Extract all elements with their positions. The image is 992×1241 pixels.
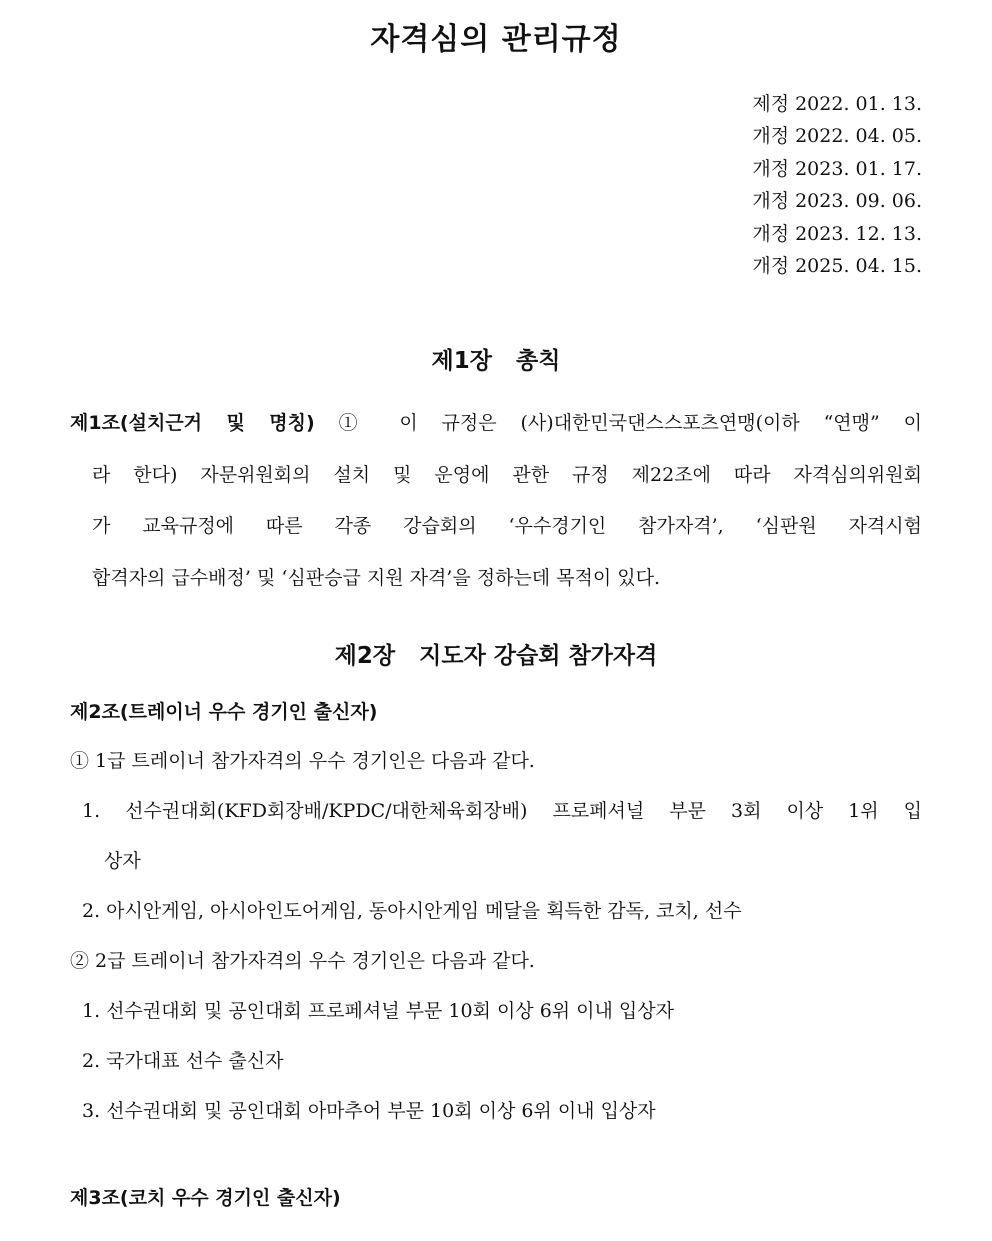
article-1-heading: 제1조(설치근거 및 명칭) <box>70 412 315 434</box>
list-item-continuation: 상자 <box>104 850 141 872</box>
revision-entry: 개정 2025. 04. 15. <box>752 255 922 278</box>
revision-entry: 제정 2022. 01. 13. <box>752 93 922 115</box>
list-item: 2. 국가대표 선수 출신자 <box>82 1050 284 1072</box>
revision-entry: 개정 2023. 12. 13. <box>752 222 922 245</box>
document-title: 자격심의 관리규정 <box>370 22 622 57</box>
article-2-heading: 제2조(트레이너 우수 경기인 출신자) <box>70 701 378 723</box>
article-1-text: ① 이 규정은 (사)대한민국댄스스포츠연맹(이하 “연맹” 이 <box>338 412 922 434</box>
article-3-heading: 제3조(코치 우수 경기인 출신자) <box>70 1187 341 1209</box>
revision-entry: 개정 2023. 09. 06. <box>752 190 922 213</box>
article-2-paragraph-2: ② 2급 트레이너 참가자격의 우수 경기인은 다음과 같다. <box>70 950 535 972</box>
list-item: 1. 선수권대회(KFD회장배/KPDC/대한체육회장배) 프로페셔널 부문 3회 이상 1위 입 <box>82 800 922 822</box>
article-1-text: 합격자의 급수배정’ 및 ‘심판승급 지원 자격’을 정하는데 목적이 있다. <box>92 567 661 590</box>
article-1-text: 라 한다) 자문위원회의 설치 및 운영에 관한 규정 제22조에 따라 자격심의위원회 <box>92 463 922 486</box>
chapter-2-title: 제2장 지도자 강습회 참가자격 <box>334 643 658 669</box>
chapter-1-title: 제1장 총칙 <box>431 348 561 374</box>
article-1 <box>70 398 922 605</box>
list-item: 2. 아시안게임, 아시아인도어게임, 동아시안게임 메달을 획득한 감독, 코치, 선수 <box>82 900 742 922</box>
article-2-paragraph-1: ① 1급 트레이너 참가자격의 우수 경기인은 다음과 같다. <box>70 750 535 772</box>
list-item: 1. 선수권대회 및 공인대회 프로페셔널 부문 10회 이상 6위 이내 입상자 <box>82 1000 674 1022</box>
article-1-text: 가 교육규정에 따른 각종 강습회의 ‘우수경기인 참가자격’, ‘심판원 자격시험 <box>92 515 922 538</box>
revision-entry: 개정 2023. 01. 17. <box>752 157 922 180</box>
list-item: 3. 선수권대회 및 공인대회 아마추어 부문 10회 이상 6위 이내 입상자 <box>82 1100 656 1122</box>
revision-entry: 개정 2022. 04. 05. <box>752 125 922 148</box>
article-1-first-line <box>70 398 922 450</box>
revision-history <box>752 88 922 282</box>
